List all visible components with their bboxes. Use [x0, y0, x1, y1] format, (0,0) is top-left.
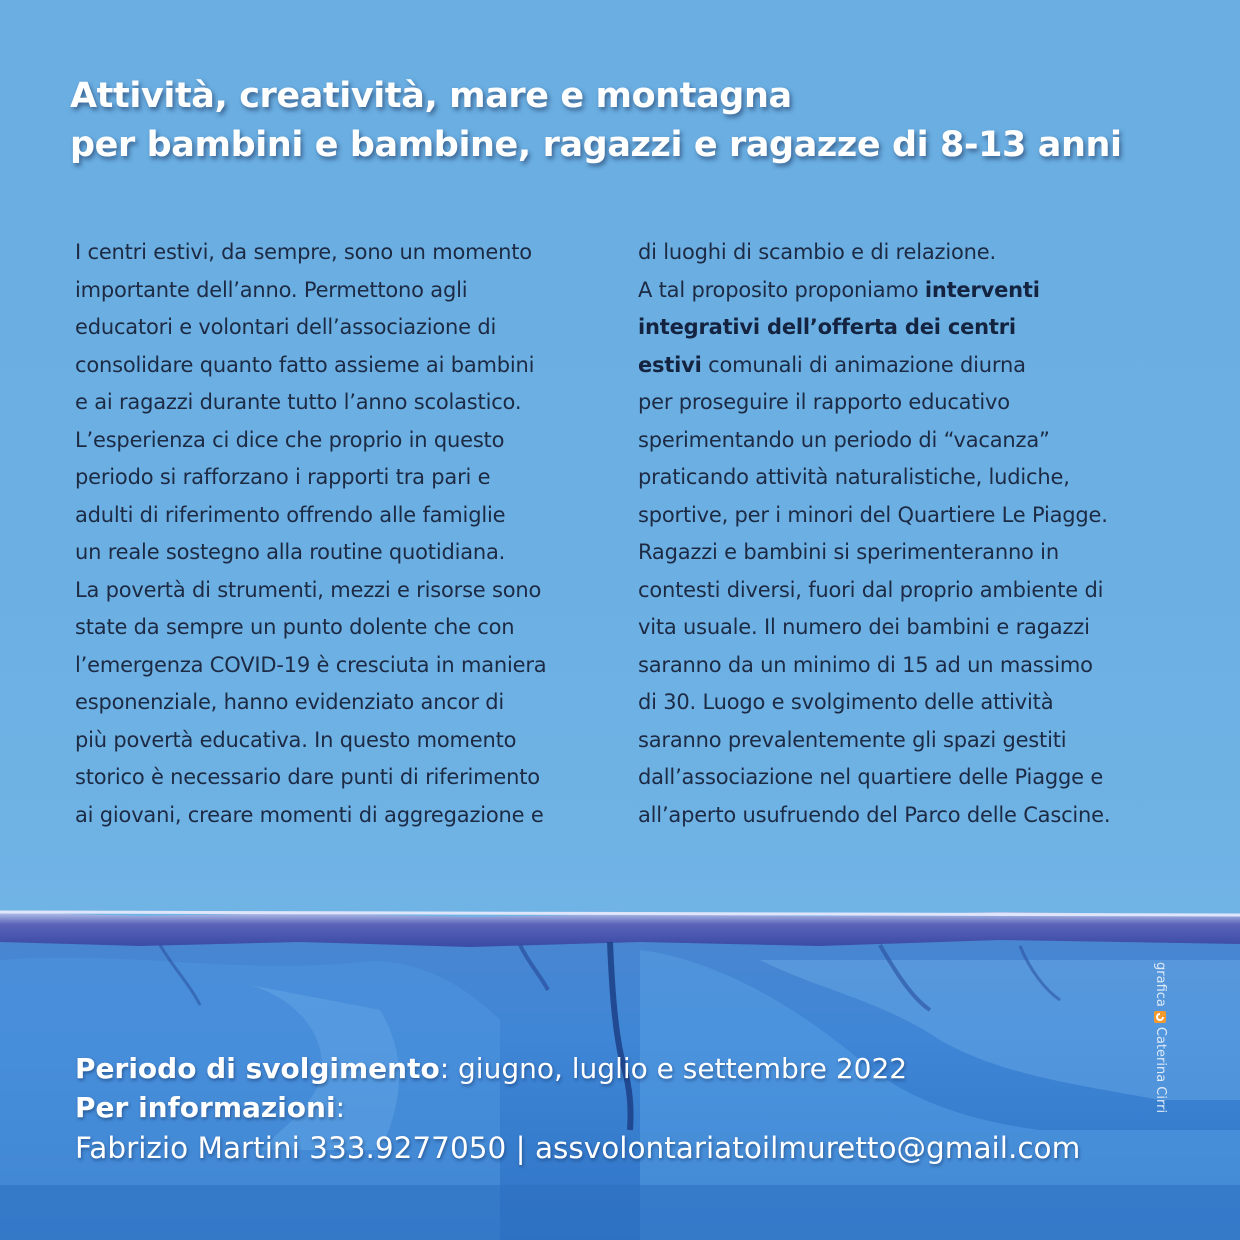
left-line: periodo si rafforzano i rapporti tra pari e: [75, 465, 491, 489]
left-line: L’esperienza ci dice che proprio in questo: [75, 427, 505, 452]
left-line: La povertà di strumenti, mezzi e risorse sono: [75, 577, 542, 602]
right-line: di 30. Luogo e svolgimento delle attività: [638, 690, 1054, 714]
left-line: educatori e volontari dell’associazione di: [75, 315, 497, 339]
right-line: [638, 347, 1198, 385]
graphic-credit: [1148, 962, 1168, 1162]
left-text-column: [75, 234, 635, 834]
credit-prefix: grafica: [1153, 962, 1168, 1007]
page-title: [70, 72, 1220, 170]
highlight-text: estivi: [638, 352, 702, 377]
credit-name: Caterina Cirri: [1153, 1026, 1168, 1114]
right-text-column: [638, 234, 1198, 834]
title-line-2: per bambini e bambine, ragazzi e ragazze di 8-13 anni: [70, 125, 1122, 165]
period-label: Periodo di svolgimento: [75, 1052, 440, 1085]
footer-info: [75, 1049, 1135, 1168]
info-colon: :: [335, 1091, 345, 1124]
left-line: state da sempre un punto dolente che con: [75, 615, 515, 639]
right-line: dall’associazione nel quartiere delle Piagge e: [638, 765, 1104, 789]
left-line: un reale sostegno alla routine quotidiana.: [75, 540, 506, 564]
right-line: Ragazzi e bambini si sperimenteranno in: [638, 540, 1059, 564]
right-line: contesti diversi, fuori dal proprio ambiente di: [638, 577, 1104, 602]
highlight-text: interventi: [924, 277, 1040, 302]
right-line: per proseguire il rapporto educativo: [638, 390, 1010, 414]
right-line: saranno prevalentemente gli spazi gestiti: [638, 727, 1067, 752]
right-line: [638, 272, 1198, 310]
right-line: sperimentando un periodo di “vacanza”: [638, 427, 1050, 452]
info-label: Per informazioni: [75, 1091, 336, 1124]
contact-line: Fabrizio Martini 333.9277050 | assvolontariatoilmuretto@gmail.com: [75, 1131, 1081, 1165]
designer-logo-icon: [1155, 1011, 1167, 1023]
period-row: [75, 1049, 1135, 1088]
left-line: ai giovani, creare momenti di aggregazione e: [75, 802, 544, 827]
left-line: adulti di riferimento offrendo alle famiglie: [75, 502, 506, 527]
right-line: all’aperto usufruendo del Parco delle Cascine.: [638, 802, 1111, 827]
right-line: saranno da un minimo di 15 ad un massimo: [638, 652, 1093, 677]
right-line: sportive, per i minori del Quartiere Le Piagge.: [638, 502, 1108, 527]
left-line: I centri estivi, da sempre, sono un momento: [75, 240, 532, 264]
right-line: [638, 309, 1198, 347]
period-value: : giugno, luglio e settembre 2022: [439, 1052, 908, 1085]
right-line-text: comunali di animazione diurna: [701, 352, 1026, 377]
title-line-1: Attività, creatività, mare e montagna: [70, 76, 792, 116]
right-line: di luoghi di scambio e di relazione.: [638, 240, 996, 264]
left-line: esponenziale, hanno evidenziato ancor di: [75, 690, 505, 714]
highlight-text: integrativi dell’offerta dei centri: [638, 315, 1016, 339]
right-line-text: A tal proposito proponiamo: [638, 277, 925, 302]
right-line: praticando attività naturalistiche, ludiche,: [638, 465, 1070, 489]
right-line: vita usuale. Il numero dei bambini e ragazzi: [638, 615, 1090, 639]
left-line: l’emergenza COVID-19 è cresciuta in maniera: [75, 652, 547, 677]
left-line: storico è necessario dare punti di riferimento: [75, 765, 540, 789]
info-row: [75, 1088, 1135, 1127]
left-line: più povertà educativa. In questo momento: [75, 727, 517, 752]
left-line: consolidare quanto fatto assieme ai bambini: [75, 352, 535, 377]
left-line: e ai ragazzi durante tutto l’anno scolastico.: [75, 390, 522, 414]
left-line: importante dell’anno. Permettono agli: [75, 277, 468, 302]
